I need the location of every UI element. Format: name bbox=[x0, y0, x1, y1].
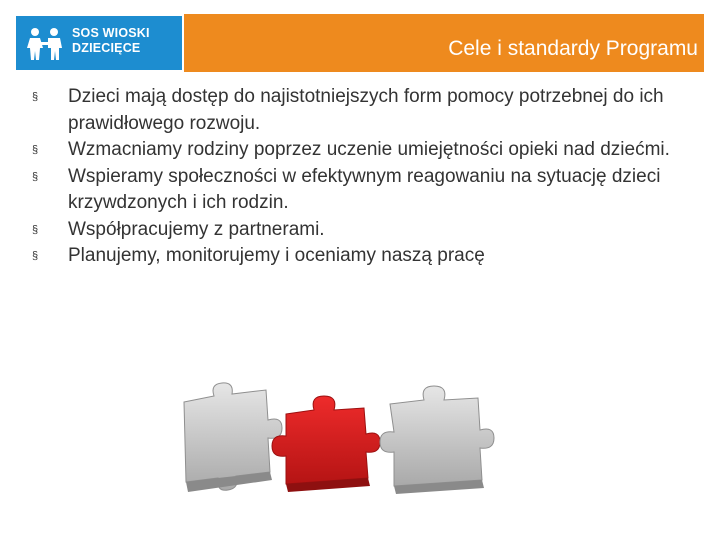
logo-line-2: DZIECIĘCE bbox=[72, 41, 141, 55]
children-figures-icon bbox=[26, 24, 64, 62]
bullet-item bbox=[30, 137, 710, 164]
bullet-marker-icon: § bbox=[32, 250, 39, 262]
red-puzzle-piece bbox=[272, 396, 380, 484]
sos-logo bbox=[16, 16, 182, 70]
bullet-text: Dzieci mają dostęp do najistotniejszych form pomocy potrzebnej do ich prawidłowego rozwoju. bbox=[68, 86, 664, 134]
bullet-item bbox=[30, 243, 710, 270]
bullet-marker-icon: § bbox=[32, 91, 39, 103]
logo-text bbox=[72, 26, 150, 56]
bullet-list bbox=[30, 84, 710, 270]
logo-line-1: SOS WIOSKI bbox=[72, 26, 150, 40]
bullet-marker-icon: § bbox=[32, 170, 39, 183]
bullet-marker-icon: § bbox=[32, 223, 39, 236]
bullet-text: Współpracujemy z partnerami. bbox=[68, 218, 325, 240]
slide-title: Cele i standardy Programu bbox=[448, 37, 698, 60]
bullet-text: Wspieramy społeczności w efektywnym reagowaniu na sytuację dzieci krzywdzonych i ich rodzin. bbox=[68, 165, 661, 213]
bullet-marker-icon: § bbox=[32, 144, 39, 156]
bullet-text: Planujemy, monitorujemy i oceniamy naszą pracę bbox=[68, 245, 485, 266]
bullet-item bbox=[30, 164, 710, 217]
bullet-text: Wzmacniamy rodziny poprzez uczenie umiejętności opieki nad dziećmi. bbox=[68, 139, 670, 160]
bullet-item bbox=[30, 217, 710, 244]
puzzle-pieces-icon bbox=[174, 380, 504, 504]
grey-puzzle-piece-right bbox=[380, 386, 494, 486]
bullet-item bbox=[30, 84, 710, 137]
